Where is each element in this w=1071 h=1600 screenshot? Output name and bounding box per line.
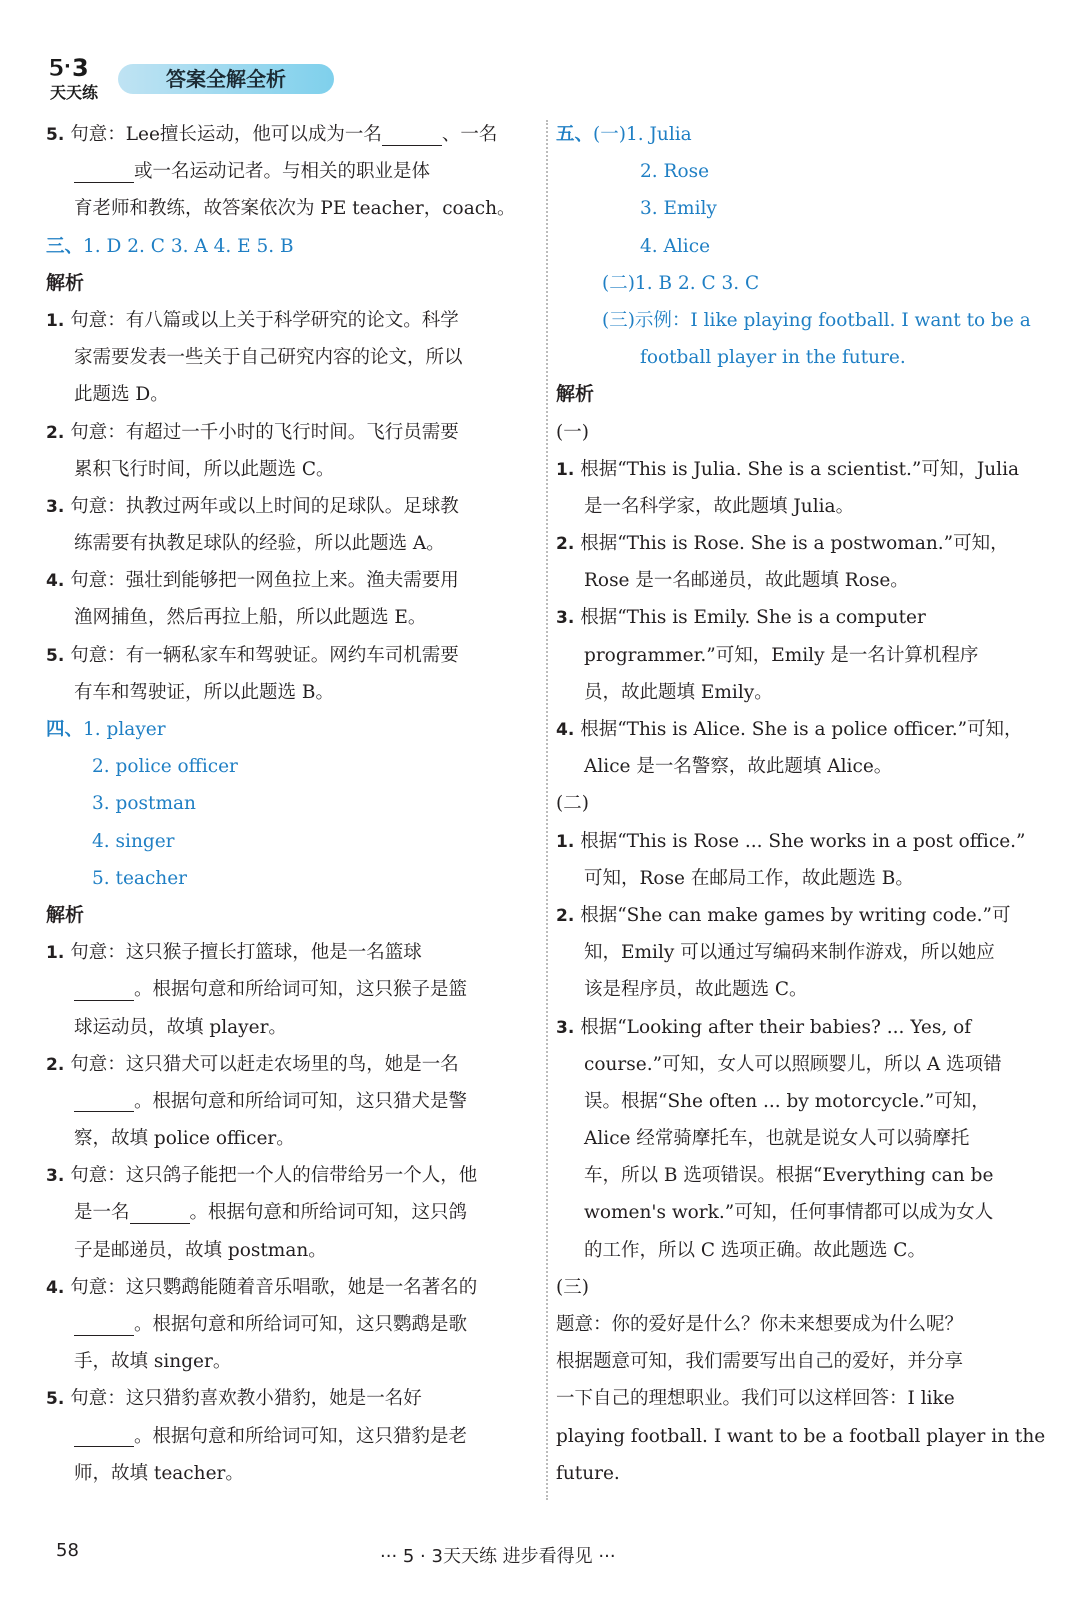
text-line — [46, 1194, 536, 1231]
item-number: 5. — [46, 1389, 71, 1410]
answer-line — [46, 785, 536, 822]
text-line — [556, 934, 1034, 971]
svg-text:5: 5 — [48, 54, 65, 82]
text-run: course.”可知，女人可以照顾婴儿，所以 A 选项错 — [584, 1053, 1002, 1075]
header-banner: 答案全解全析 — [118, 64, 334, 94]
svg-text:3: 3 — [72, 54, 89, 82]
text-run: 3. postman — [92, 793, 196, 815]
text-run: (一)1. Julia — [593, 124, 692, 145]
text-line — [556, 823, 1034, 860]
section-heading — [46, 897, 536, 934]
text-line — [46, 190, 536, 227]
text-run: 此题选 D。 — [74, 384, 169, 406]
text-line — [556, 1418, 1046, 1455]
page-number: 58 — [56, 1540, 79, 1561]
text-line — [46, 302, 536, 339]
fill-blank — [74, 1091, 134, 1112]
text-line — [46, 1343, 536, 1380]
answer-line — [556, 116, 1034, 153]
text-run: 知，Emily 可以通过写编码来制作游戏，所以她应 — [584, 942, 995, 964]
text-run: 误。根据“She often ... by motorcycle.”可知， — [584, 1090, 990, 1112]
item-number: 4. — [46, 571, 71, 592]
text-line — [46, 637, 536, 674]
fill-blank — [74, 1426, 134, 1447]
text-line — [556, 1083, 1034, 1120]
text-line — [46, 1009, 536, 1046]
text-line — [556, 562, 1034, 599]
text-run: Alice 经常骑摩托车，也就是说女人可以骑摩托 — [584, 1128, 970, 1150]
brand-logo — [46, 50, 124, 102]
text-line — [46, 1046, 536, 1083]
text-line — [46, 525, 536, 562]
text-run: 根据“This is Julia. She is a scientist.”可知，Julia — [580, 458, 1020, 480]
item-number: 3. — [46, 1166, 71, 1187]
text-run: 句意：这只鸽子能把一个人的信带给另一个人，他 — [70, 1165, 478, 1187]
text-line — [556, 451, 1034, 488]
text-line — [556, 1046, 1034, 1083]
left-column — [46, 116, 536, 1492]
text-run: 5. teacher — [92, 867, 188, 889]
item-number: 1. — [46, 943, 71, 964]
text-line — [46, 414, 536, 451]
answer-line — [556, 228, 1034, 265]
fill-blank — [130, 1203, 190, 1224]
text-line — [556, 414, 1034, 451]
text-run: 根据“This is Emily. She is a computer — [580, 607, 926, 629]
text-line — [556, 674, 1034, 711]
text-line — [556, 1194, 1034, 1231]
text-line — [46, 599, 536, 636]
answer-line — [556, 190, 1034, 227]
text-line — [46, 1120, 536, 1157]
text-run: 。根据句意和所给词可知，这只鸽 — [189, 1202, 468, 1224]
text-run: 句意：这只鹦鹉能随着音乐唱歌，她是一名著名的 — [70, 1276, 478, 1298]
text-line — [556, 1232, 1034, 1269]
text-line — [46, 339, 536, 376]
text-run: 句意：Lee擅长运动，他可以成为一名 — [70, 124, 382, 145]
column-divider — [546, 120, 548, 1500]
text-line — [556, 748, 1034, 785]
item-number: 5. — [46, 645, 71, 666]
item-number: 2. — [556, 534, 581, 555]
item-number: 2. — [556, 905, 581, 926]
text-run: football player in the future. — [640, 347, 906, 369]
text-run: 察，故填 police officer。 — [74, 1128, 295, 1150]
text-run: 根据“This is Rose. She is a postwoman.”可知， — [580, 533, 1009, 555]
item-number: 3. — [556, 608, 581, 629]
text-run: (二)1. B 2. C 3. C — [602, 272, 760, 294]
page-footer — [0, 1536, 1071, 1576]
text-run: 解析 — [46, 271, 85, 294]
text-run: 育老师和教练，故答案依次为 PE teacher，coach。 — [74, 198, 516, 220]
text-run: (三) — [556, 1276, 589, 1298]
item-number: 1. — [556, 831, 581, 852]
text-run: 一下自己的理想职业。我们可以这样回答：I like — [556, 1388, 955, 1410]
item-number: 4. — [46, 1277, 71, 1298]
item-number: 2. — [46, 422, 71, 443]
text-run: 师，故填 teacher。 — [74, 1462, 244, 1484]
text-run: 句意：这只猎豹喜欢教小猎豹，她是一名好 — [70, 1388, 422, 1410]
text-run: 句意：执教过两年或以上时间的足球队。足球教 — [70, 495, 459, 517]
item-number: 2. — [46, 1054, 71, 1075]
text-line — [556, 637, 1034, 674]
text-line — [46, 1455, 536, 1492]
text-run: 球运动员，故填 player。 — [74, 1016, 287, 1038]
text-run: 根据“She can make games by writing code.”可 — [580, 904, 1011, 926]
answer-line — [46, 711, 536, 748]
text-line — [556, 785, 1034, 822]
text-run: 1. D 2. C 3. A 4. E 5. B — [83, 235, 294, 257]
text-run: 3. Emily — [640, 198, 717, 220]
text-line — [556, 599, 1034, 636]
text-run: programmer.”可知，Emily 是一名计算机程序 — [584, 644, 979, 666]
section-heading — [46, 265, 536, 302]
text-line — [556, 860, 1034, 897]
text-run: 根据题意可知，我们需要写出自己的爱好，并分享 — [556, 1351, 964, 1373]
text-run: 可知，Rose 在邮局工作，故此题选 B。 — [584, 867, 914, 889]
text-run: 句意：这只猴子擅长打篮球，他是一名篮球 — [70, 942, 422, 964]
answer-line — [46, 823, 536, 860]
text-line — [556, 971, 1034, 1008]
text-line — [46, 376, 536, 413]
text-line — [46, 1380, 536, 1417]
text-line — [556, 1306, 1034, 1343]
fill-blank — [74, 162, 134, 183]
answer-line — [556, 339, 1034, 376]
item-number: 4. — [556, 720, 581, 740]
text-run: future. — [556, 1462, 620, 1484]
text-run: 2. Rose — [640, 161, 710, 183]
item-number: 1. — [46, 310, 71, 331]
text-run: 车，所以 B 选项错误。根据“Everything can be — [584, 1165, 994, 1187]
item-number: 3. — [46, 496, 71, 517]
text-line — [556, 525, 1034, 562]
text-run: (一) — [556, 421, 589, 443]
text-run: 题意：你的爱好是什么？你未来想要成为什么呢？ — [556, 1314, 964, 1335]
text-run: 子是邮递员，故填 postman。 — [74, 1239, 327, 1261]
section-label: 三、 — [46, 235, 84, 257]
svg-text:·: · — [64, 56, 71, 77]
text-run: 手，故填 singer。 — [74, 1351, 232, 1373]
text-run: 句意：有八篇或以上关于科学研究的论文。科学 — [70, 309, 459, 331]
text-run: 练需要有执教足球队的经验，所以此题选 A。 — [74, 533, 445, 555]
text-line — [556, 1455, 1034, 1492]
fill-blank — [74, 1315, 134, 1336]
text-line — [556, 1343, 1034, 1380]
text-run: 累积飞行时间，所以此题选 C。 — [74, 458, 335, 480]
item-number: 5. — [46, 125, 71, 145]
text-run: 2. police officer — [92, 756, 238, 778]
section-label: 四、 — [46, 719, 84, 740]
text-run: 。根据句意和所给词可知，这只猎豹是老 — [134, 1425, 468, 1447]
text-run: 根据“This is Alice. She is a police officer.”可知， — [580, 719, 1023, 740]
text-line — [556, 1269, 1034, 1306]
text-run: 句意：有一辆私家车和驾驶证。网约车司机需要 — [70, 644, 459, 666]
text-run: 是一名科学家，故此题填 Julia。 — [584, 495, 855, 517]
text-line — [46, 1306, 536, 1343]
text-line — [46, 971, 536, 1008]
section-label: 五、 — [556, 124, 594, 145]
text-run: 句意：强壮到能够把一网鱼拉上来。渔夫需要用 — [70, 570, 459, 592]
text-line — [556, 1009, 1034, 1046]
text-run: 的工作，所以 C 选项正确。故此题选 C。 — [584, 1239, 926, 1261]
text-run: 、一名 — [441, 124, 498, 145]
fill-blank — [382, 125, 442, 146]
text-run: 渔网捕鱼，然后再拉上船，所以此题选 E。 — [74, 607, 427, 629]
text-run: 根据“This is Rose ... She works in a post office.” — [580, 830, 1026, 852]
text-line — [46, 1083, 536, 1120]
text-run: 是一名 — [74, 1202, 130, 1224]
text-run: 。根据句意和所给词可知，这只猴子是篮 — [134, 979, 468, 1001]
text-line — [556, 1120, 1034, 1157]
text-run: 4. singer — [92, 830, 175, 852]
text-run: 解析 — [556, 383, 595, 406]
text-run: 句意：这只猎犬可以赶走农场里的鸟，她是一名 — [70, 1053, 459, 1075]
text-run: women's work.”可知，任何事情都可以成为女人 — [584, 1202, 994, 1224]
text-run: Rose 是一名邮递员，故此题填 Rose。 — [584, 570, 909, 592]
text-run: 根据“Looking after their babies? ... Yes, of — [580, 1016, 972, 1038]
text-line — [46, 562, 536, 599]
svg-text:天天练: 天天练 — [50, 83, 99, 102]
text-line — [46, 934, 536, 971]
answer-line — [556, 265, 1034, 302]
item-number: 1. — [556, 459, 581, 480]
text-run: 。根据句意和所给词可知，这只猎犬是警 — [134, 1090, 468, 1112]
text-run: 或一名运动记者。与相关的职业是体 — [134, 161, 431, 183]
answer-line — [46, 860, 536, 897]
text-line — [46, 488, 536, 525]
right-column — [556, 116, 1046, 1492]
text-line — [556, 488, 1034, 525]
text-run: 1. player — [83, 719, 166, 740]
text-line — [46, 674, 536, 711]
text-line — [46, 116, 536, 153]
text-run: playing football. I want to be a football player in the — [556, 1425, 1046, 1447]
text-run: 句意：有超过一千小时的飞行时间。飞行员需要 — [70, 421, 459, 443]
answer-line — [556, 153, 1034, 190]
text-line — [556, 1157, 1034, 1194]
text-line — [46, 1232, 536, 1269]
text-run: 该是程序员，故此题选 C。 — [584, 979, 808, 1001]
text-run: 员，故此题填 Emily。 — [584, 681, 773, 703]
text-run: 有车和驾驶证，所以此题选 B。 — [74, 681, 334, 703]
text-run: 4. Alice — [640, 235, 711, 257]
text-run: 家需要发表一些关于自己研究内容的论文，所以 — [74, 347, 463, 369]
fill-blank — [74, 980, 134, 1001]
text-line — [46, 451, 536, 488]
text-line — [46, 153, 536, 190]
section-heading — [556, 376, 1034, 413]
text-line — [556, 711, 1034, 748]
text-run: 解析 — [46, 903, 85, 926]
answer-line — [46, 748, 536, 785]
text-line — [556, 897, 1034, 934]
answer-line — [556, 302, 1034, 339]
text-line — [46, 1418, 536, 1455]
text-line — [556, 1380, 1034, 1417]
text-run: Alice 是一名警察，故此题填 Alice。 — [584, 756, 893, 778]
text-line — [46, 1269, 536, 1306]
footer-slogan: ··· 5 · 3天天练 进步看得见 ··· — [380, 1546, 616, 1567]
answer-line — [46, 228, 536, 265]
text-run: (二) — [556, 793, 589, 815]
text-line — [46, 1157, 536, 1194]
text-run: (三)示例：I like playing football. I want to be a — [602, 309, 1031, 331]
item-number: 3. — [556, 1017, 581, 1038]
text-run: 。根据句意和所给词可知，这只鹦鹉是歌 — [134, 1314, 468, 1335]
